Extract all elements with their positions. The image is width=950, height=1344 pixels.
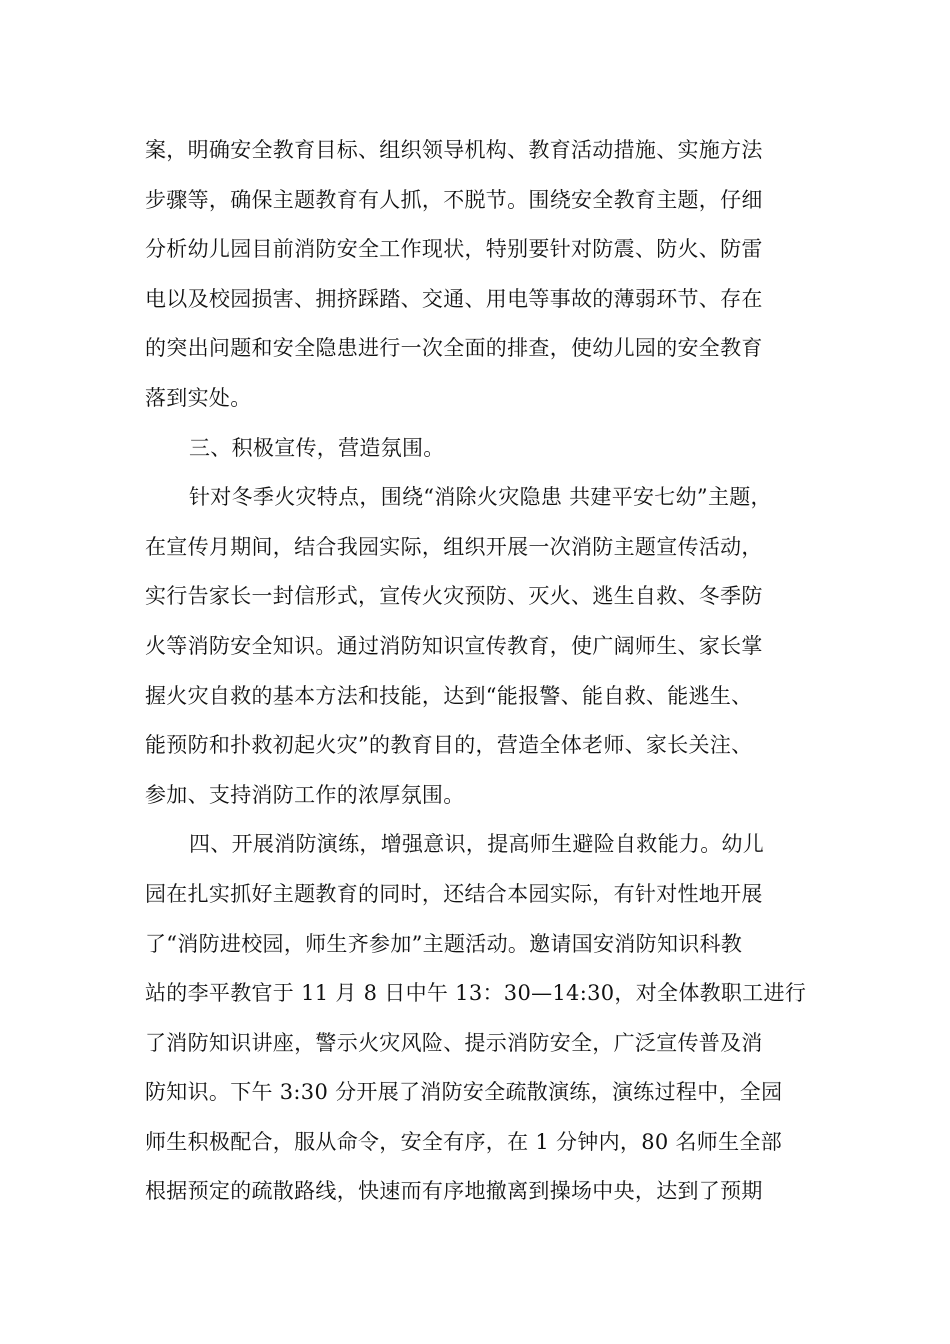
text-line: 针对冬季火灾特点，围绕“消除火灾隐患 共建平安七幼”主题， [189, 485, 772, 510]
text-line: 了“消防进校园，师生齐参加”主题活动。邀请国安消防知识科教 [145, 931, 743, 956]
text-line: 火等消防安全知识。通过消防知识宣传教育，使广阔师生、家长掌 [145, 633, 763, 658]
text-line: 握火灾自救的基本方法和技能，达到“能报警、能自救、能逃生、 [145, 683, 753, 708]
text-line: 园在扎实抓好主题教育的同时，还结合本园实际，有针对性地开展 [145, 881, 763, 906]
text-line: 根据预定的疏散路线，快速而有序地撤离到操场中央，达到了预期 [145, 1179, 763, 1204]
text-line: 四、开展消防演练，增强意识，提高师生避险自救能力。幼儿 [189, 832, 765, 857]
text-line: 站的李平教官于 11 月 8 日中午 13：30—14:30，对全体教职工进行 [145, 981, 807, 1006]
text-line: 的突出问题和安全隐患进行一次全面的排查，使幼儿园的安全教育 [145, 336, 763, 361]
text-line: 在宣传月期间，结合我园实际，组织开展一次消防主题宣传活动， [145, 534, 763, 559]
text-line: 参加、支持消防工作的浓厚氛围。 [145, 782, 465, 807]
text-line: 三、积极宣传，营造氛围。 [189, 435, 445, 460]
text-line: 分析幼儿园目前消防安全工作现状，特别要针对防震、防火、防雷 [145, 237, 763, 262]
text-line: 防知识。下午 3:30 分开展了消防安全疏散演练，演练过程中，全园 [145, 1080, 783, 1105]
text-line: 师生积极配合，服从命令，安全有序，在 1 分钟内，80 名师生全部 [145, 1129, 783, 1154]
text-line: 能预防和扑救初起火灾”的教育目的，营造全体老师、家长关注、 [145, 733, 753, 758]
text-line: 了消防知识讲座，警示火灾风险、提示消防安全，广泛宣传普及消 [145, 1030, 763, 1055]
body-text [145, 126, 825, 1217]
text-line: 电以及校园损害、拥挤踩踏、交通、用电等事故的薄弱环节、存在 [145, 286, 763, 311]
text-line: 步骤等，确保主题教育有人抓，不脱节。围绕安全教育主题，仔细 [145, 187, 763, 212]
text-line: 落到实处。 [145, 385, 252, 410]
text-line: 实行告家长一封信形式，宣传火灾预防、灭火、逃生自救、冬季防 [145, 584, 763, 609]
text-line: 案，明确安全教育目标、组织领导机构、教育活动措施、实施方法 [145, 138, 763, 162]
